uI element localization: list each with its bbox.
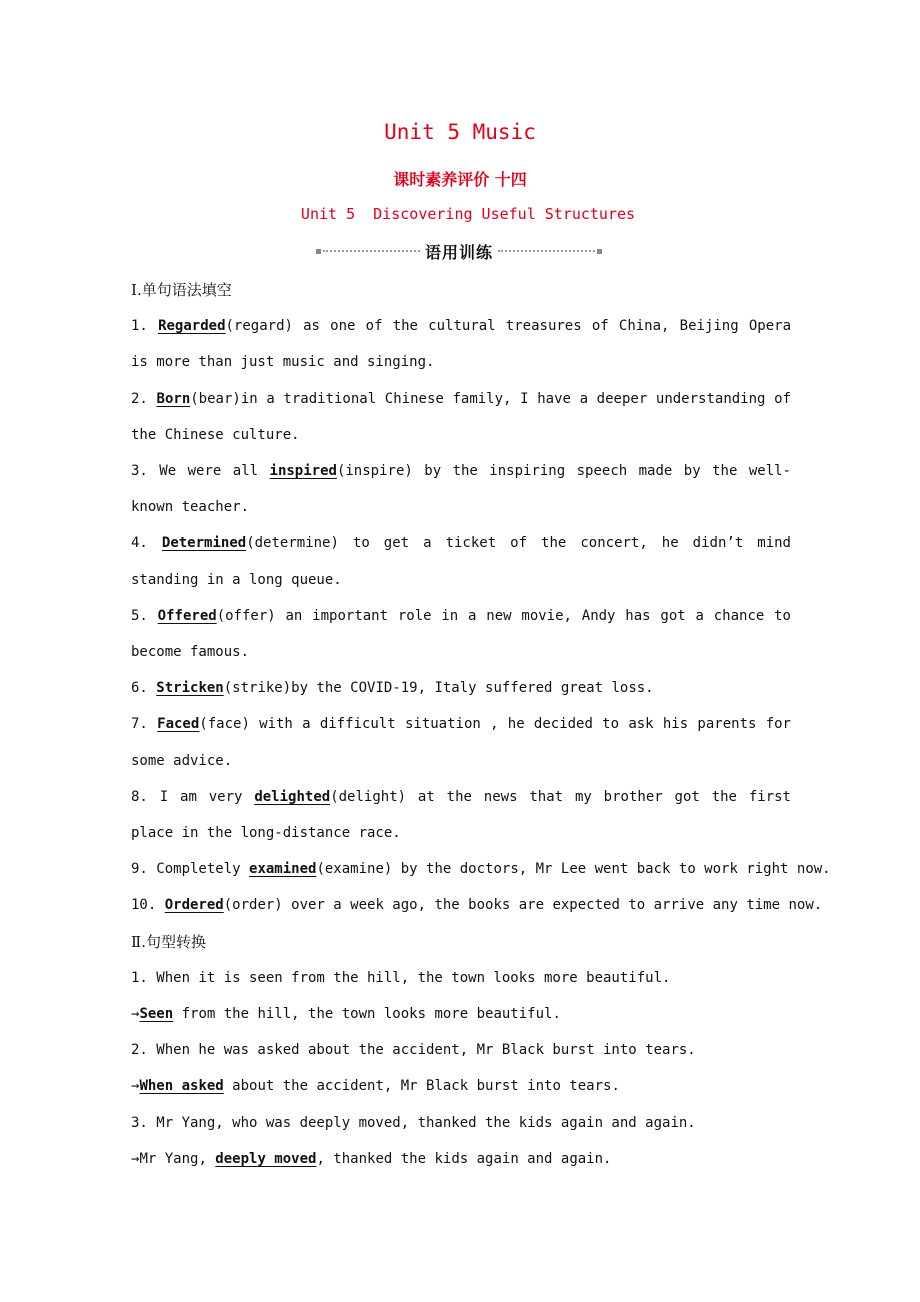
answer-blank: Stricken: [156, 680, 224, 697]
section-banner: [316, 240, 602, 262]
section2-heading-text: .句型转换: [141, 932, 206, 951]
banner-dot-left: [316, 249, 321, 254]
transform-original: 1. When it is seen from the hill, the town looks more beautiful.: [131, 969, 671, 986]
banner-divider-right: [498, 250, 595, 252]
transform-answer: [131, 996, 791, 1032]
item-prefix: 2.: [131, 390, 157, 407]
item-text: (face) with a difficult situation , he decided to ask his parents for some advice.: [131, 716, 791, 769]
item-text: (regard) as one of the cultural treasures of China, Beijing Opera is more than just music and singing.: [131, 318, 791, 371]
transform-original: 2. When he was asked about the accident, Mr Black burst into tears.: [131, 1042, 696, 1059]
item-prefix: 7.: [131, 716, 158, 733]
item-text: (bear)in a traditional Chinese family, I have a deeper understanding of the Chinese culture.: [131, 390, 791, 443]
item-prefix: 10.: [131, 897, 165, 914]
answer-post: about the accident, Mr Black burst into tears.: [223, 1078, 620, 1095]
item-text: (offer) an important role in a new movie, Andy has got a chance to become famous.: [131, 607, 791, 661]
fill-blank-item: [131, 381, 791, 453]
item-text: (examine) by the doctors, Mr Lee went back to work right now.: [316, 861, 831, 878]
transform-answer: [131, 1141, 791, 1177]
item-text: (determine) to get a ticket of the concert, he didn’t mind standing in a long queue.: [131, 535, 791, 588]
item-prefix: 5.: [131, 607, 158, 624]
answer-blank: Determined: [161, 535, 247, 552]
answer-blank: Faced: [157, 716, 200, 733]
exercise-body: [131, 272, 831, 1177]
fill-blank-item: [131, 779, 791, 851]
answer-pre: Mr Yang,: [139, 1150, 216, 1167]
answer-blank: Offered: [157, 607, 217, 624]
arrow-icon: →: [131, 1006, 140, 1023]
fill-blank-item: [131, 308, 791, 380]
banner-dot-right: [597, 249, 602, 254]
item-prefix: 4.: [131, 535, 162, 552]
answer-post: from the hill, the town looks more beautiful.: [173, 1006, 561, 1023]
section1-heading-text: .单句语法填空: [136, 281, 232, 299]
answer-blank: deeply moved: [215, 1150, 317, 1167]
item-prefix: 9. Completely: [131, 861, 250, 878]
fill-blank-item: [131, 706, 791, 778]
item-prefix: 3. We were all: [131, 463, 270, 480]
fill-blank-item: [131, 453, 791, 525]
transform-original: 3. Mr Yang, who was deeply moved, thanked the kids again and again.: [131, 1114, 696, 1131]
fill-blank-item: [131, 887, 823, 923]
item-prefix: 6.: [131, 680, 157, 697]
fill-blank-item: [131, 598, 791, 670]
item-text: (inspire) by the inspiring speech made by the well-known teacher.: [131, 463, 791, 516]
answer-blank: Born: [156, 390, 191, 407]
item-prefix: 1.: [131, 318, 159, 335]
item-prefix: 8. I am very: [131, 788, 255, 805]
item-text: (strike)by the COVID-19, Italy suffered great loss.: [223, 680, 654, 697]
section2-numeral: Ⅱ: [131, 932, 142, 951]
answer-blank: Ordered: [164, 897, 224, 914]
fill-blank-item: [131, 851, 831, 887]
arrow-icon: →: [131, 1150, 140, 1167]
answer-blank: inspired: [269, 463, 337, 480]
unit-subtitle: Unit 5 Discovering Useful Structures: [300, 205, 636, 223]
page-title: Unit 5 Music: [384, 120, 536, 144]
item-text: (delight) at the news that my brother got the first place in the long-distance race.: [131, 788, 791, 842]
fill-blank-item: [131, 670, 791, 706]
section1-heading: [131, 272, 791, 308]
answer-blank: When asked: [139, 1078, 224, 1095]
lesson-subtitle: 课时素养评价 十四: [393, 170, 527, 189]
answer-blank: Seen: [139, 1006, 174, 1023]
fill-blank-item: [131, 525, 791, 597]
answer-post: , thanked the kids again and again.: [316, 1150, 612, 1167]
answer-blank: delighted: [254, 788, 331, 805]
banner-divider-left: [323, 250, 420, 252]
banner-label: 语用训练: [425, 242, 494, 262]
arrow-icon: →: [131, 1078, 140, 1095]
section1-numeral: Ⅰ: [131, 281, 137, 299]
answer-blank: Regarded: [158, 318, 226, 335]
section2-heading: [131, 924, 791, 960]
answer-blank: examined: [249, 861, 317, 878]
item-text: (order) over a week ago, the books are expected to arrive any time now.: [223, 897, 823, 914]
transform-answer: [131, 1068, 791, 1104]
